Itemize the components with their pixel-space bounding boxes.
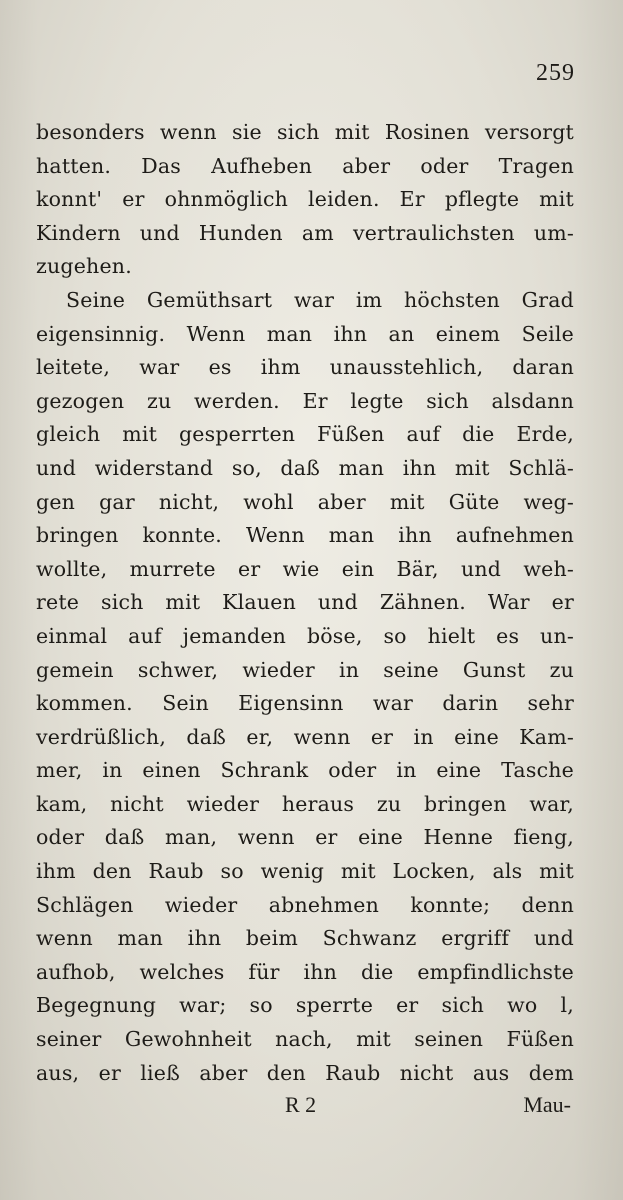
text-line: rete sich mit Klauen und Zähnen. War er — [36, 590, 574, 615]
text-line: mer, in einen Schrank oder in eine Tasche — [36, 758, 574, 783]
page-number: 259 — [536, 60, 575, 86]
text-line: bringen konnte. Wenn man ihn aufnehmen — [36, 523, 574, 548]
text-line: aus, er ließ aber den Raub nicht aus dem — [36, 1060, 574, 1085]
text-line: besonders wenn sie sich mit Rosinen versorgt — [36, 120, 574, 144]
text-line: hatten. Das Aufheben aber oder Tragen — [36, 153, 574, 178]
text-line: einmal auf jemanden böse, so hielt es un- — [36, 623, 574, 648]
text-line: Seine Gemüthsart war im höchsten Grad — [66, 287, 574, 312]
text-line: verdrüßlich, daß er, wenn er in eine Kam- — [36, 724, 574, 749]
text-line: Kindern und Hunden am vertraulichsten um- — [36, 220, 574, 245]
catchword: Mau- — [523, 1092, 571, 1117]
text-line: zugehen. — [36, 254, 132, 279]
text-line: Schlägen wieder abnehmen konnte; denn — [36, 892, 574, 917]
text-line: wollte, murrete er wie ein Bär, und weh- — [36, 556, 574, 581]
body-text — [36, 116, 574, 1090]
text-line: konnt' er ohnmöglich leiden. Er pflegte mit — [36, 187, 574, 212]
text-line: kam, nicht wieder heraus zu bringen war, — [36, 791, 574, 816]
text-line: gemein schwer, wieder in seine Gunst zu — [36, 657, 574, 682]
text-line: ihm den Raub so wenig mit Locken, als mit — [36, 859, 574, 884]
text-line: kommen. Sein Eigensinn war darin sehr — [36, 691, 574, 716]
text-line: eigensinnig. Wenn man ihn an einem Seile — [36, 321, 574, 346]
signature-mark: R 2 — [285, 1092, 317, 1117]
text-line: oder daß man, wenn er eine Henne fieng, — [36, 825, 574, 850]
text-line: und widerstand so, daß man ihn mit Schlä- — [36, 455, 574, 480]
text-line: gezogen zu werden. Er legte sich alsdann — [36, 388, 574, 413]
text-line: aufhob, welches für ihn die empfindlichste — [36, 959, 574, 984]
text-line: gleich mit gesperrten Füßen auf die Erde, — [36, 422, 574, 447]
text-line: gen gar nicht, wohl aber mit Güte weg- — [36, 489, 574, 514]
text-line: wenn man ihn beim Schwanz ergriff und — [36, 926, 574, 951]
text-line: leitete, war es ihm unausstehlich, daran — [36, 355, 574, 380]
text-line: seiner Gewohnheit nach, mit seinen Füßen — [36, 1027, 574, 1052]
text-line: Begegnung war; so sperrte er sich wo l, — [36, 993, 574, 1018]
